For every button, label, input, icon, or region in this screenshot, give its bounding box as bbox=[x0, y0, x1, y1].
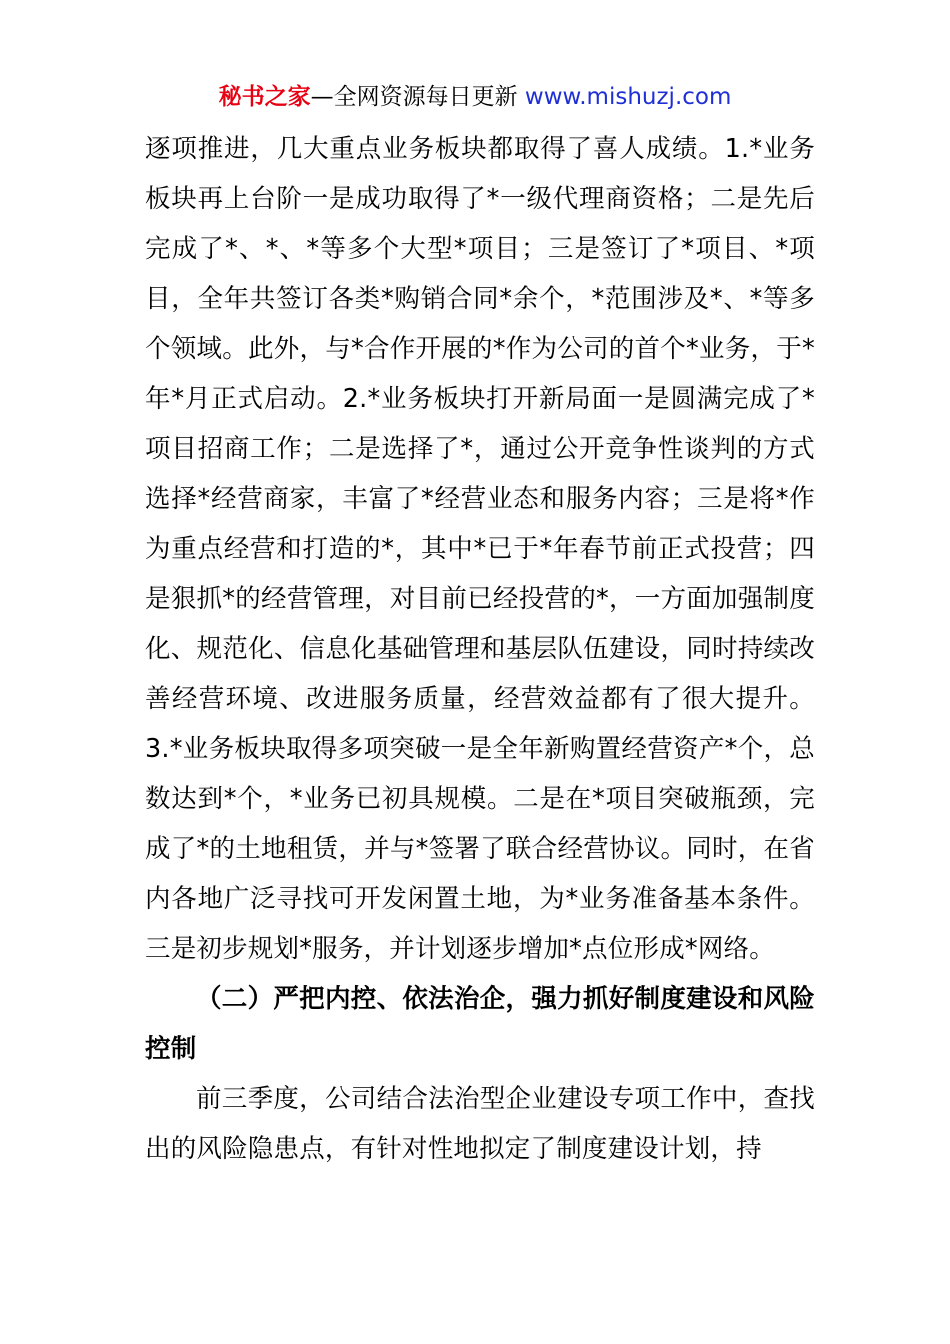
site-url-link[interactable]: www.mishuzj.com bbox=[524, 84, 732, 110]
body-paragraph-1: 逐项推进，几大重点业务板块都取得了喜人成绩。1.*业务板块再上台阶一是成功取得了*一级代理商资格；二是先后完成了*、*、*等多个大型*项目；三是签订了*项目、*项目，全年共签订各类*购销合同*余个，*范围涉及*、*等多个领域。此外，与*合作开展的*作为公司的首个*业务，于*年*月正式启动。2.*业务板块打开新局面一是圆满完成了*项目招商工作；二是选择了*，通过公开竞争性谈判的方式选择*经营商家，丰富了*经营业态和服务内容；三是将*作为重点经营和打造的*，其中*已于*年春节前正式投营；四是狠抓*的经营管理，对目前已经投营的*，一方面加强制度化、规范化、信息化基础管理和基层队伍建设，同时持续改善经营环境、改进服务质量，经营效益都有了很大提升。3.*业务板块取得多项突破一是全年新购置经营资产*个，总数达到*个，*业务已初具规模。二是在*项目突破瓶颈，完成了*的土地租赁，并与*签署了联合经营协议。同时，在省内各地广泛寻找可开发闲置土地，为*业务准备基本条件。三是初步规划*服务，并计划逐步增加*点位形成*网络。 bbox=[145, 134, 815, 964]
document-body bbox=[145, 124, 815, 1174]
brand-name: 秘书之家 bbox=[218, 84, 311, 110]
body-paragraph-2: 前三季度，公司结合法治型企业建设专项工作中，查找出的风险隐患点，有针对性地拟定了制度建设计划，持 bbox=[145, 1084, 815, 1164]
section-heading: （二）严把内控、依法治企，强力抓好制度建设和风险控制 bbox=[145, 984, 815, 1064]
header-tagline: —全网资源每日更新 bbox=[310, 84, 525, 110]
watermark-header bbox=[0, 80, 950, 114]
